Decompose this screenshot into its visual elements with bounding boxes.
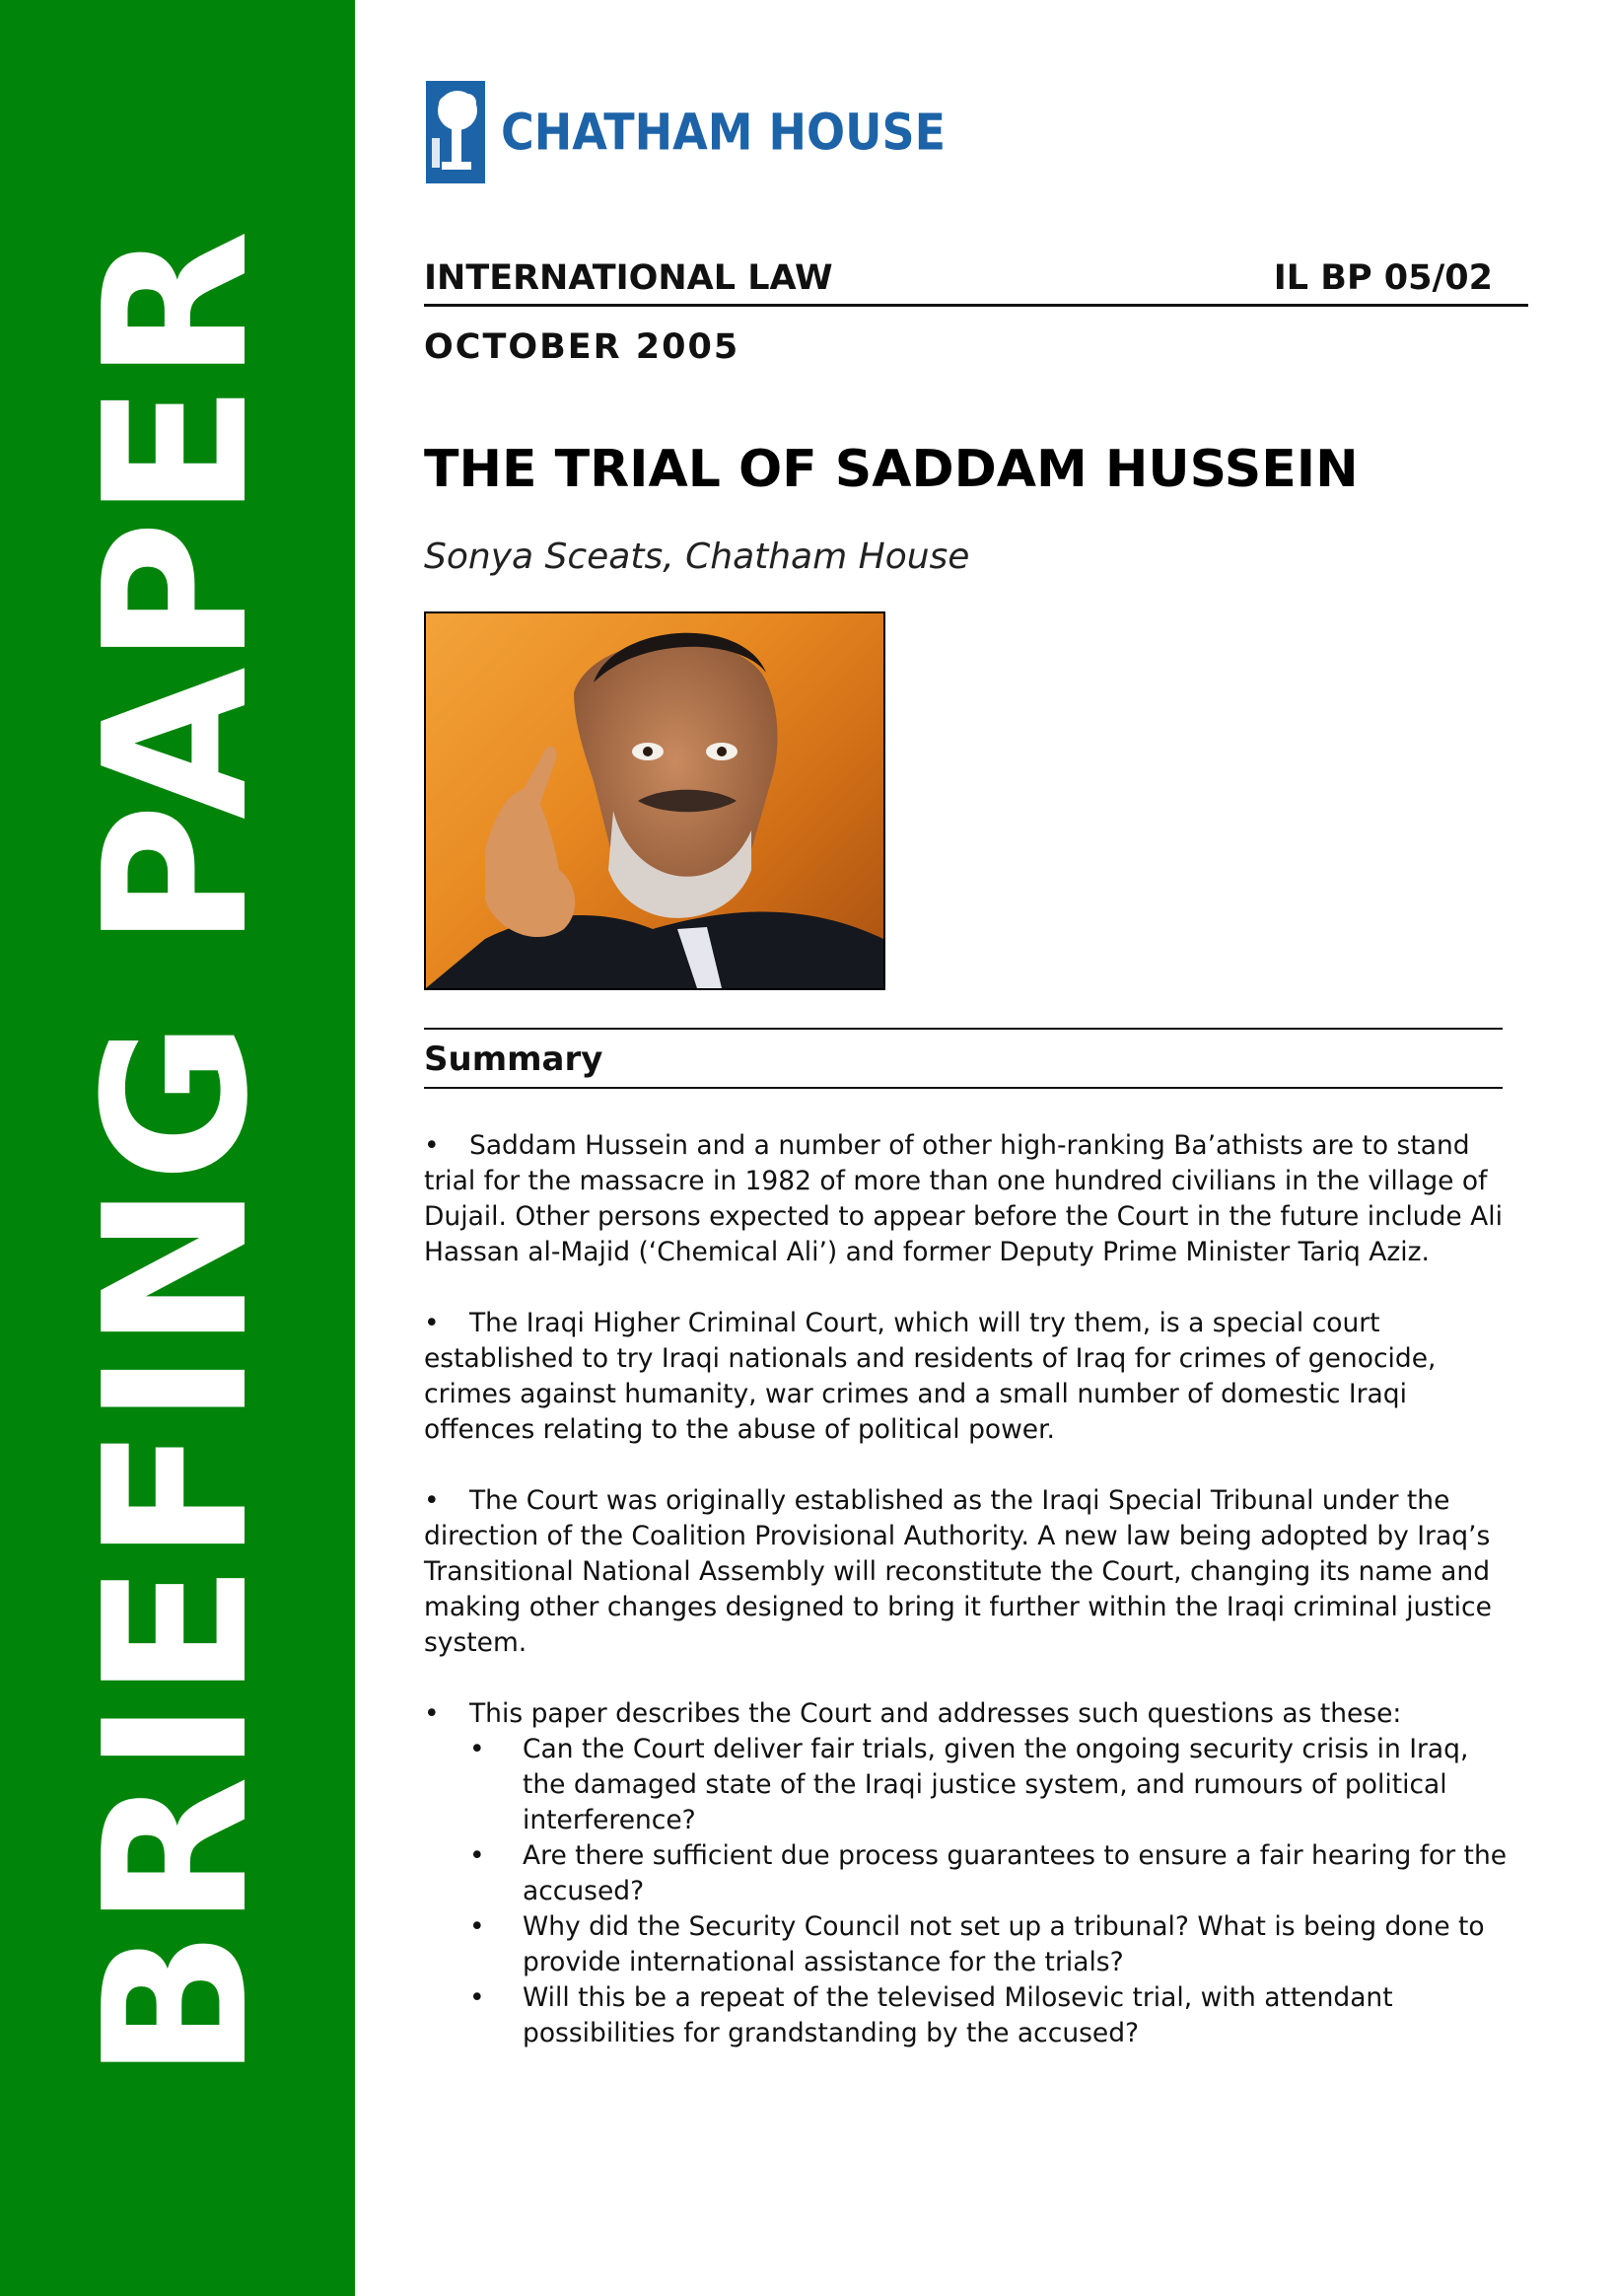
bullet-mark: •	[469, 1840, 485, 1871]
paragraph-text: Saddam Hussein and a number of other high-ranking Ba’athists are to stand trial for the massacre in 1982 of more than one hundred civilians in the village of Dujail. Other persons expected to appear before the Court in the future include Ali Hassan al-Majid (‘Chemical Ali’) and former Deputy Prime Minister Tariq Aziz.	[424, 1130, 1504, 1267]
logo-text: CHATHAM HOUSE	[501, 103, 947, 162]
summary-paragraph	[424, 1306, 1518, 1448]
header-row	[424, 258, 1528, 298]
bullet-mark: •	[424, 1308, 440, 1338]
list-item	[469, 1980, 1518, 2051]
questions-lead	[424, 1696, 1518, 1732]
question-text: Will this be a repeat of the televised Milosevic trial, with attendant possibilities for grandstanding by the accused?	[523, 1982, 1393, 2048]
question-text: Can the Court deliver fair trials, given the ongoing security crisis in Iraq, the damaged state of the Iraqi justice system, and rumours of political interference?	[523, 1734, 1469, 1835]
tree-pillar-logo-icon	[426, 81, 485, 183]
summary-top-rule	[424, 1028, 1503, 1030]
bullet-mark: •	[469, 1734, 485, 1764]
lead-text: This paper describes the Court and addresses such questions as these:	[469, 1698, 1402, 1729]
paragraph-text: The Iraqi Higher Criminal Court, which will try them, is a special court established to try Iraqi nationals and residents of Iraq for crimes of genocide, crimes against humanity, war crimes and a small number of domestic Iraqi offences relating to the abuse of political power.	[424, 1308, 1437, 1445]
paragraph-text: The Court was originally established as the Iraqi Special Tribunal under the direction of the Coalition Provisional Authority. A new law being adopted by Iraq’s Transitional National Assembly will reconstitute the Court, changing its name and making other changes designed to bring it further within the Iraqi criminal justice system.	[424, 1485, 1492, 1658]
bullet-mark: •	[469, 1911, 485, 1942]
page-title: THE TRIAL OF SADDAM HUSSEIN	[424, 440, 1359, 499]
briefing-paper-label: BRIEFING PAPER	[62, 228, 292, 2080]
chatham-house-logo	[426, 81, 946, 183]
list-item	[469, 1732, 1518, 1838]
section-label: INTERNATIONAL LAW	[424, 258, 833, 298]
list-item	[469, 1838, 1518, 1909]
summary-bottom-rule	[424, 1087, 1503, 1089]
summary-heading: Summary	[424, 1040, 603, 1079]
summary-paragraph	[424, 1483, 1518, 1661]
reference-number: IL BP 05/02	[1273, 258, 1493, 298]
portrait-photo	[424, 611, 885, 990]
summary-paragraph	[424, 1128, 1518, 1270]
author-line: Sonya Sceats, Chatham House	[424, 537, 970, 577]
summary-body	[424, 1128, 1518, 2051]
questions-list	[424, 1732, 1518, 2051]
header-rule	[424, 304, 1528, 307]
question-text: Are there sufficient due process guarantees to ensure a fair hearing for the accused?	[523, 1840, 1508, 1906]
question-text: Why did the Security Council not set up a tribunal? What is being done to provide international assistance for the trials?	[523, 1911, 1485, 1977]
bullet-mark: •	[424, 1130, 440, 1161]
bullet-mark: •	[424, 1698, 440, 1729]
publication-date: OCTOBER 2005	[424, 327, 740, 367]
list-item	[469, 1909, 1518, 1980]
sidebar-band	[0, 0, 355, 2296]
bullet-mark: •	[469, 1982, 485, 2013]
bullet-mark: •	[424, 1485, 440, 1516]
